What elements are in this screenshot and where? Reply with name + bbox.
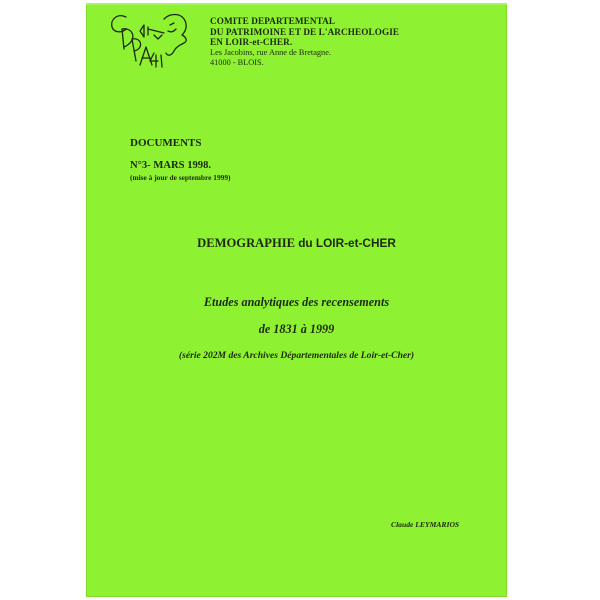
issue-number: N°3- MARS 1998. bbox=[130, 160, 212, 171]
header-address: Les Jacobins, rue Anne de Bretagne. bbox=[210, 47, 331, 57]
document-cover bbox=[86, 3, 507, 597]
page-edge bbox=[86, 3, 507, 5]
header-city: 41000 - BLOIS. bbox=[210, 57, 264, 67]
header-line: EN LOIR-et-CHER. bbox=[210, 37, 293, 48]
documents-label: DOCUMENTS bbox=[130, 137, 202, 149]
archive-series: (série 202M des Archives Départementales de Loir-et-Cher) bbox=[178, 350, 415, 361]
title-part: du LOIR-et-CHER bbox=[298, 236, 396, 250]
cdpa-41-logo-icon bbox=[104, 9, 194, 73]
title-part: DEMOGRAPHIE bbox=[197, 236, 296, 250]
organization-header bbox=[210, 16, 500, 68]
update-note: (mise à jour de septembre 1999) bbox=[130, 173, 231, 182]
header-line: DU PATRIMOINE ET DE L'ARCHEOLOGIE bbox=[210, 26, 400, 37]
subtitle: Etudes analytiques des recensements bbox=[203, 295, 390, 309]
header-line: COMITE DEPARTEMENTAL bbox=[210, 16, 336, 26]
author-name: Claude LEYMARIOS bbox=[391, 520, 460, 529]
document-title bbox=[86, 236, 507, 251]
subtitle-dates: de 1831 à 1999 bbox=[258, 322, 335, 336]
